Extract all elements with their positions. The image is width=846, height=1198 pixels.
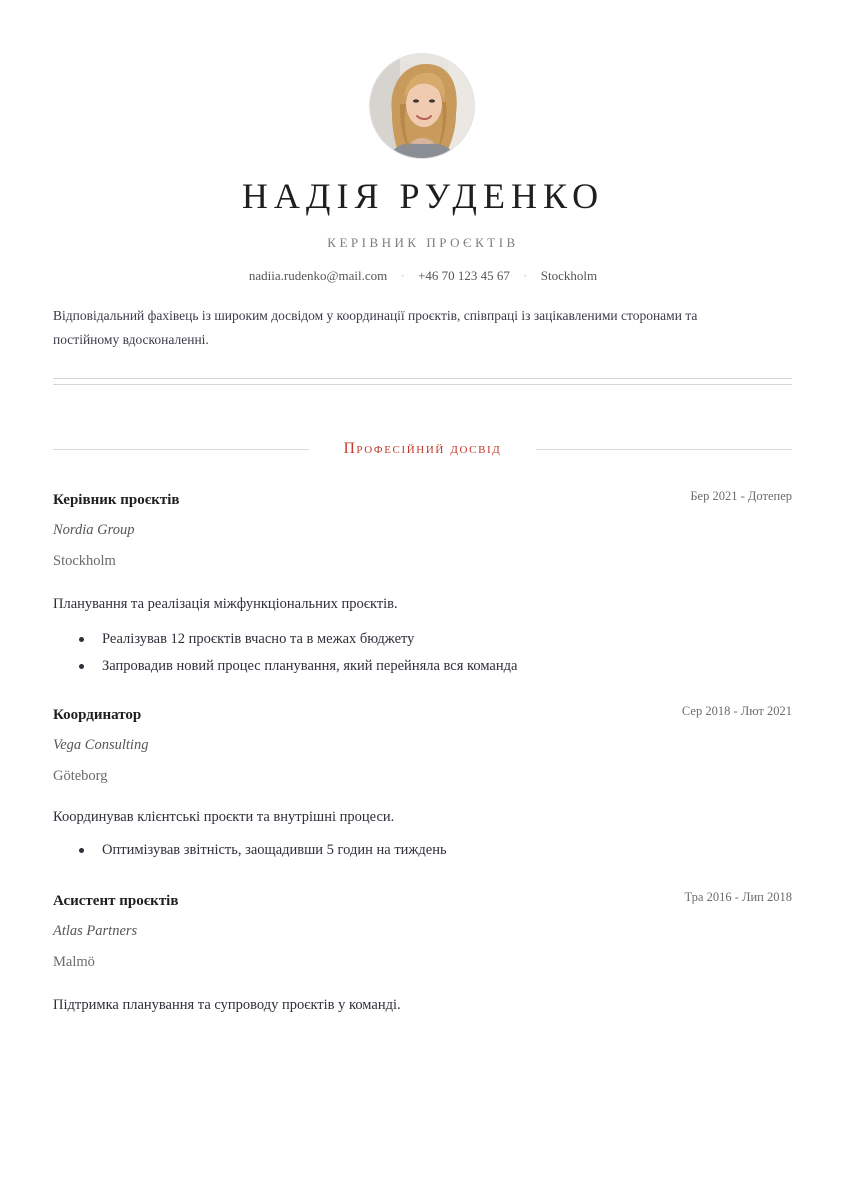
section-rule-right — [536, 449, 792, 450]
job-title: Керівник проєктів — [53, 492, 180, 508]
achievement-item — [53, 653, 792, 680]
avatar — [370, 54, 474, 158]
contact-line — [0, 266, 846, 286]
header-divider — [53, 378, 792, 385]
job-city: Göteborg — [53, 768, 108, 784]
achievement-item — [53, 837, 792, 864]
job-city: Malmö — [53, 954, 95, 970]
job-dates: Бер 2021 - Дотепер — [690, 489, 792, 503]
achievement-text: Оптимізував звітність, заощадивши 5 годин на тиждень — [102, 842, 447, 858]
profile-photo — [370, 54, 474, 158]
job-company: Vega Consulting — [53, 737, 149, 753]
section-rule-left — [53, 449, 309, 450]
profile-summary: Відповідальний фахівець із широким досвідом у координації проєктів, співпраці із зацікавленими сторонами та постійному вдосконаленні. — [53, 308, 698, 347]
job-description: Планування та реалізація міжфункціональних проєктів. — [53, 596, 398, 612]
achievement-list — [53, 626, 792, 680]
job-dates: Сер 2018 - Лют 2021 — [681, 704, 792, 718]
job-company: Nordia Group — [53, 522, 135, 538]
job-dates: Тра 2016 - Лип 2018 — [684, 890, 792, 904]
achievement-text: Реалізував 12 проєктів вчасно та в межах бюджету — [102, 631, 415, 647]
job-description: Підтримка планування та супроводу проєктів у команді. — [53, 997, 401, 1013]
section-title: Професійний досвід — [343, 440, 502, 457]
email-link[interactable]: nadiia.rudenko@mail.com — [248, 268, 388, 283]
contact-separator: · — [523, 268, 528, 283]
achievement-text: Запровадив новий процес планування, який перейняла вся команда — [102, 658, 518, 674]
bullet-icon — [79, 848, 84, 853]
job-description: Координував клієнтські проєкти та внутрішні процеси. — [53, 809, 395, 825]
achievement-item — [53, 626, 792, 653]
phone-link[interactable]: +46 70 123 45 67 — [418, 268, 510, 283]
job-title: Координатор — [53, 707, 142, 723]
candidate-name: НАДІЯ РУДЕНКО — [241, 176, 605, 216]
section-header-experience — [53, 437, 792, 461]
job-city: Stockholm — [53, 553, 116, 569]
bullet-icon — [79, 637, 84, 642]
job-title: Асистент проєктів — [53, 893, 179, 909]
achievement-list — [53, 837, 792, 864]
location-text: Stockholm — [540, 268, 598, 283]
contact-separator: · — [400, 268, 405, 283]
job-company: Atlas Partners — [53, 923, 138, 939]
candidate-role: КЕРІВНИК ПРОЄКТІВ — [327, 235, 519, 250]
bullet-icon — [79, 664, 84, 669]
